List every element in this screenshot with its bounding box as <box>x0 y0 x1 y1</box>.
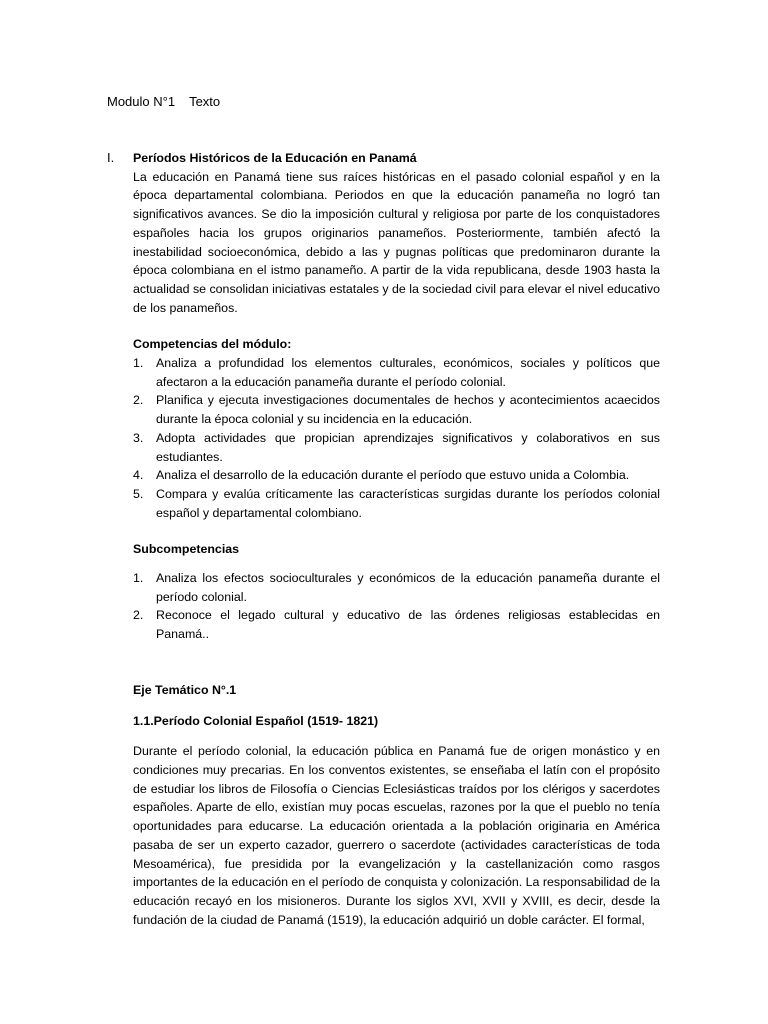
competencias-list <box>133 354 660 522</box>
list-item-text: Analiza el desarrollo de la educación durante el período que estuvo unida a Colombia. <box>156 468 630 483</box>
section-title: Períodos Históricos de la Educación en Panamá <box>133 151 417 165</box>
period-title: 1.1.Período Colonial Español (1519- 1821) <box>133 713 379 728</box>
list-item-number: 2. <box>133 393 144 408</box>
module-type: Texto <box>189 94 221 109</box>
module-header <box>107 93 220 111</box>
competencias-heading: Competencias del módulo: <box>133 337 292 352</box>
list-item-text: Compara y evalúa críticamente las características surgidas durante los períodos colonial español y departamental colombiano. <box>156 486 660 520</box>
document-body <box>133 149 660 929</box>
module-number: Modulo N°1 <box>107 94 176 109</box>
list-item-number: 3. <box>133 430 144 445</box>
subcompetencias-heading: Subcompetencias <box>133 542 240 557</box>
list-item-number: 1. <box>133 571 144 586</box>
list-item-number: 5. <box>133 486 144 501</box>
list-item-text: Analiza a profundidad los elementos culturales, económicos, sociales y políticos que afectaron a la educación panameña durante el período colonial. <box>156 356 660 389</box>
subcompetencias-list <box>133 569 660 644</box>
list-item-text: Reconoce el legado cultural y educativo de las órdenes religiosas establecidas en Panamá.. <box>156 608 660 642</box>
section-number: I. <box>107 150 115 165</box>
list-item-number: 4. <box>133 468 144 483</box>
list-item <box>133 485 660 522</box>
list-item-text: Analiza los efectos socioculturales y económicos de la educación panameña durante el período colonial. <box>156 571 660 604</box>
list-item <box>133 569 660 606</box>
eje-tematico-heading: Eje Temático N°.1 <box>133 682 237 697</box>
list-item-text: Adopta actividades que propician aprendizajes significativos y colaborativos en sus estudiantes. <box>156 430 660 464</box>
list-item <box>133 429 660 466</box>
list-item <box>133 354 660 391</box>
list-item-text: Planifica y ejecuta investigaciones documentales de hechos y acontecimientos acaecidos durante la época colonial y su incidencia en la educación. <box>156 393 660 427</box>
list-item-number: 2. <box>133 608 144 623</box>
list-item <box>133 391 660 428</box>
list-item <box>133 606 660 643</box>
period-body-paragraph: Durante el período colonial, la educación pública en Panamá fue de origen monástico y en condiciones muy precarias. En los conventos existentes, se enseñaba el latín con el propósito de estudiar los libros de Filosofía o Ciencias Eclesiásticas traídos por los clérigos y sacerdotes españoles. Aparte de ello, existían muy pocas escuelas, razones por la que el pueblo no tenía oportunidades para educarse. La educación orientada a la población originaria en América pasaba de ser un experto cazador, guerrero o sacerdote (actividades características de toda Mesoamérica), fue presidida por la evangelización y la castellanización como rasgos importantes de la educación en el período de conquista y colonización. La responsabilidad de la educación recayó en los misioneros. Durante los siglos XVI, XVII y XVIII, es decir, desde la fundación de la ciudad de Panamá (1519), la educación adquirió un doble carácter. El formal, <box>133 744 660 927</box>
section-intro-paragraph: La educación en Panamá tiene sus raíces históricas en el pasado colonial español y en la época departamental colombiana. Periodos en que la educación panameña no logró tan significativos avances. Se dio la imposición cultural y religiosa por parte de los conquistadores españoles hacia los grupos originarios panameños. Posteriormente, también afectó la inestabilidad socioeconómica, debido a las y pugnas políticas que predominaron durante la época colombiana en el istmo panameño. A partir de la vida republicana, desde 1903 hasta la actualidad se consolidan iniciativas estatales y de la sociedad civil para elevar el nivel educativo de los panameños. <box>133 169 660 315</box>
list-item <box>133 466 660 485</box>
list-item-number: 1. <box>133 356 144 371</box>
